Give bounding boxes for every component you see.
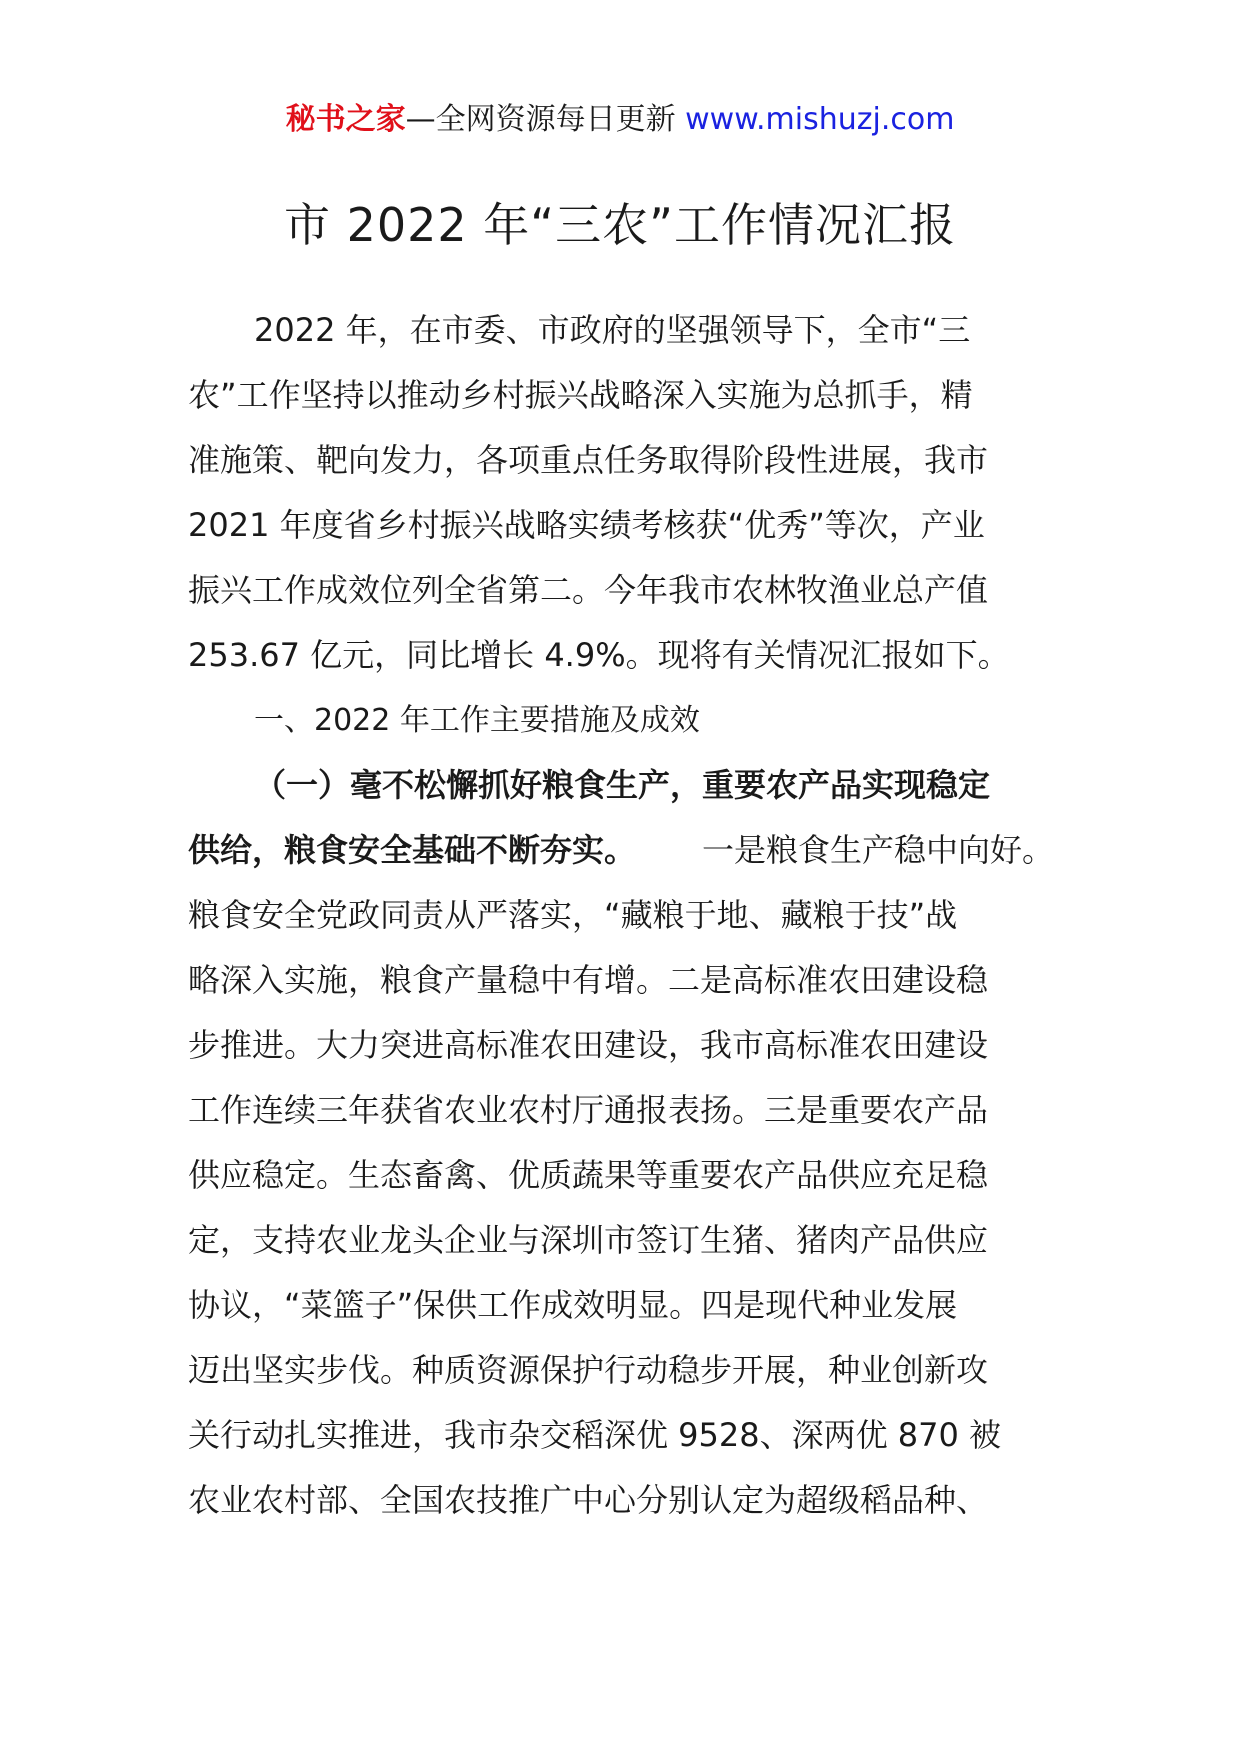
paragraph-line: 迈出坚实步伐。种质资源保护行动稳步开展，种业创新攻 xyxy=(188,1351,989,1389)
section-heading: 一、2022 年工作主要措施及成效 xyxy=(254,703,700,738)
paragraph-line: 供应稳定。生态畜禽、优质蔬果等重要农产品供应充足稳 xyxy=(188,1156,989,1194)
paragraph-line: 2021 年度省乡村振兴战略实绩考核获“优秀”等次，产业 xyxy=(188,506,985,544)
paragraph-line: 振兴工作成效位列全省第二。今年我市农林牧渔业总产值 xyxy=(188,571,989,609)
brand-name: 秘书之家 xyxy=(285,102,406,137)
site-url-link[interactable]: www.mishuzj.com xyxy=(685,102,955,137)
paragraph-line: 供给，粮食安全基础不断夯实。 一是粮食生产稳中向好。 xyxy=(188,818,1054,883)
document-title: 市 2022 年“三农”工作情况汇报 xyxy=(284,198,956,252)
subsection-heading-tail: 供给，粮食安全基础不断夯实。 xyxy=(188,831,637,869)
subsection-heading-line: （一）毫不松懈抓好粮食生产，重要农产品实现稳定 xyxy=(254,766,991,804)
paragraph-line: 关行动扎实推进，我市杂交稻深优 9528、深两优 870 被 xyxy=(188,1416,1002,1454)
paragraph-line: 步推进。大力突进高标准农田建设，我市高标准农田建设 xyxy=(188,1026,989,1064)
paragraph-line: 2022 年，在市委、市政府的坚强领导下，全市“三 xyxy=(254,311,971,349)
banner-tagline: —全网资源每日更新 xyxy=(405,102,676,137)
paragraph-line: 粮食安全党政同责从严落实，“藏粮于地、藏粮于技”战 xyxy=(188,896,958,934)
document-body xyxy=(188,298,1054,1533)
paragraph-line: 工作连续三年获省农业农村厅通报表扬。三是重要农产品 xyxy=(188,1091,989,1129)
paragraph-line: 协议，“菜篮子”保供工作成效明显。四是现代种业发展 xyxy=(188,1286,958,1324)
paragraph-line: 定，支持农业龙头企业与深圳市签订生猪、猪肉产品供应 xyxy=(188,1221,989,1259)
paragraph-line: 253.67 亿元，同比增长 4.9%。现将有关情况汇报如下。 xyxy=(188,636,1010,674)
paragraph-line: 准施策、靶向发力，各项重点任务取得阶段性进展，我市 xyxy=(188,441,989,479)
site-banner xyxy=(0,100,1240,140)
paragraph-line: 略深入实施，粮食产量稳中有增。二是高标准农田建设稳 xyxy=(188,961,989,999)
paragraph-line: 农”工作坚持以推动乡村振兴战略深入实施为总抓手，精 xyxy=(188,376,973,414)
paragraph-line: 农业农村部、全国农技推广中心分别认定为超级稻品种、 xyxy=(188,1481,989,1519)
